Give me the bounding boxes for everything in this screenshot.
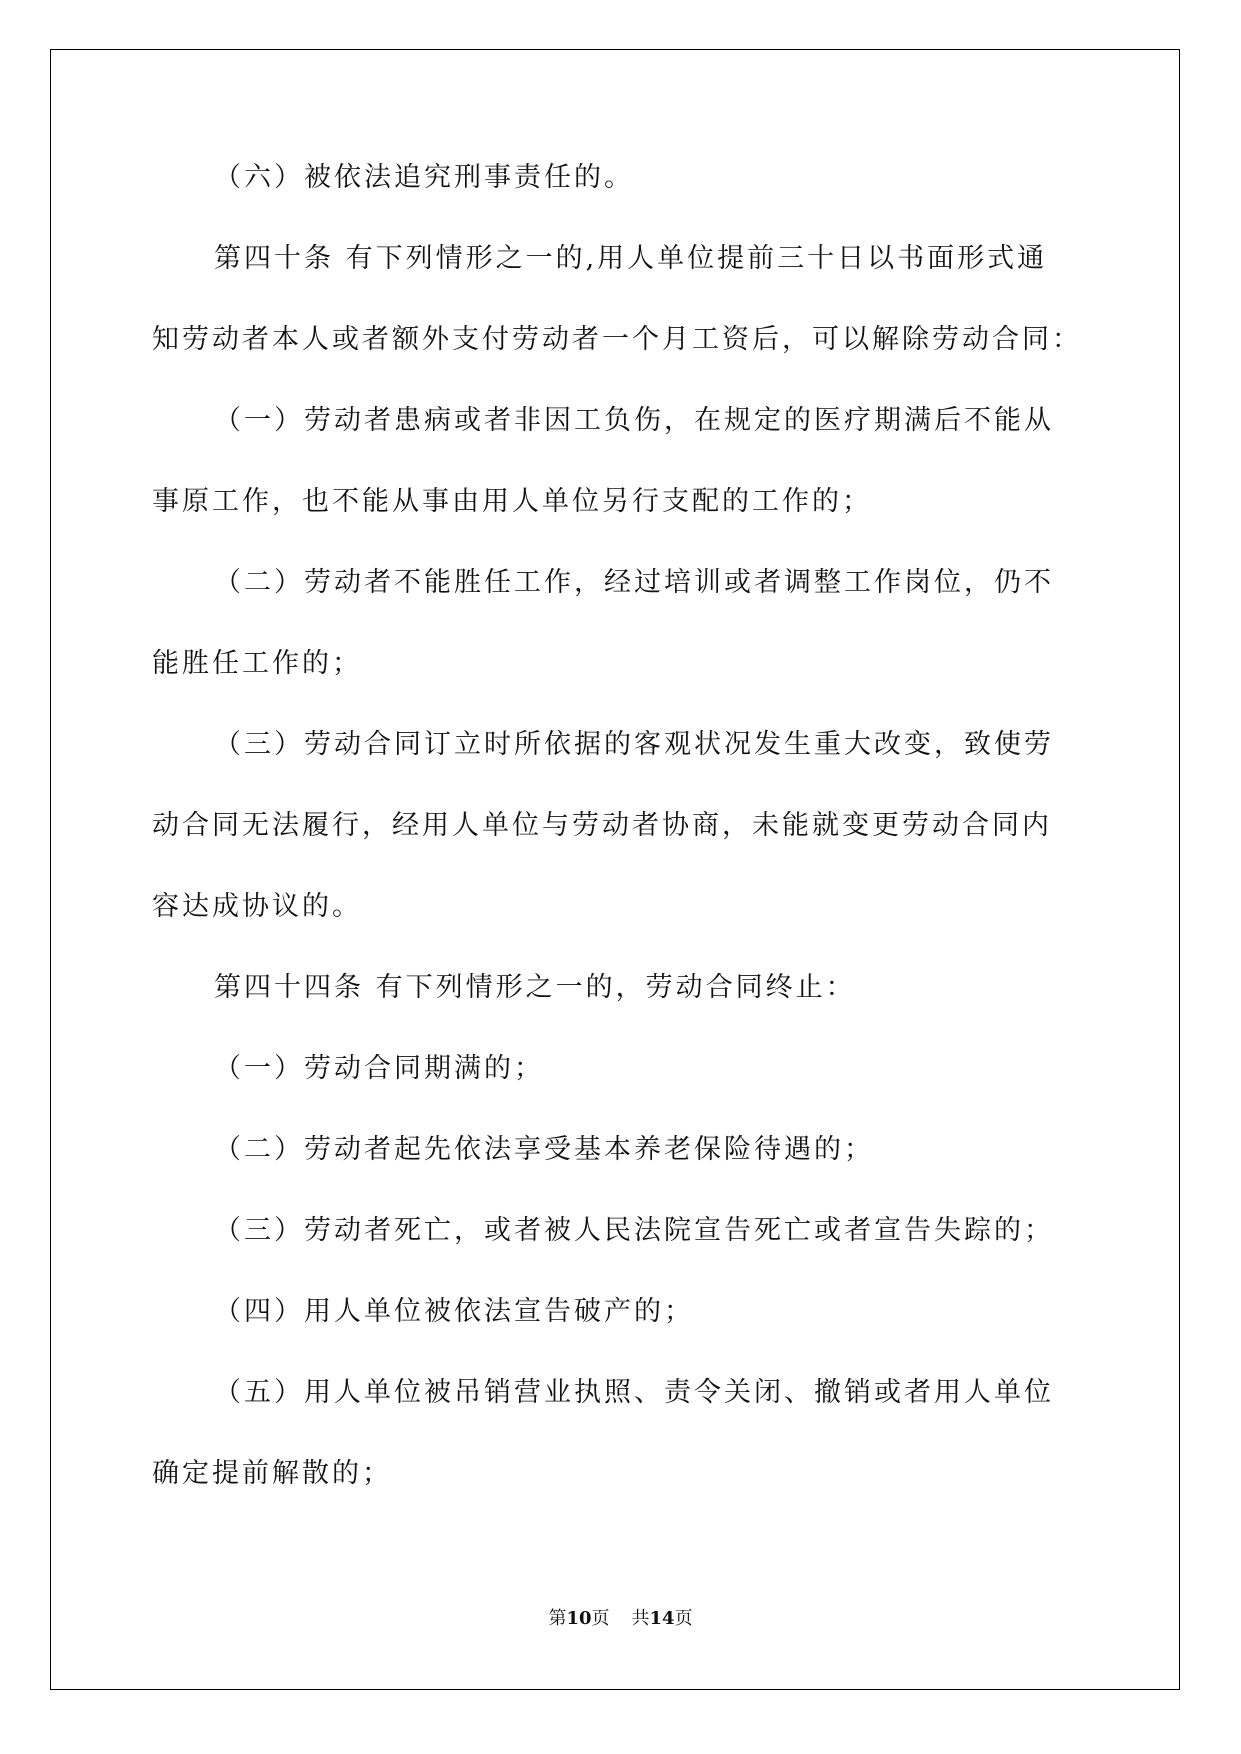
current-page-number: 10: [566, 1608, 592, 1629]
paragraph-line: （三）劳动合同订立时所依据的客观状况发生重大改变，致使劳: [214, 729, 1054, 760]
paragraph-line: （一）劳动者患病或者非因工负伤，在规定的医疗期满后不能从: [214, 405, 1054, 436]
paragraph-line: （二）劳动者起先依法享受基本养老保险待遇的；: [214, 1134, 874, 1165]
paragraph-line: （三）劳动者死亡，或者被人民法院宣告死亡或者宣告失踪的；: [214, 1215, 1054, 1246]
page-footer: [0, 1604, 1241, 1630]
paragraph-line: （四）用人单位被依法宣告破产的；: [214, 1296, 694, 1327]
paragraph-line: 确定提前解散的；: [152, 1458, 392, 1489]
paragraph-line: （一）劳动合同期满的；: [214, 1053, 544, 1084]
paragraph-line: 事原工作，也不能从事由用人单位另行支配的工作的；: [152, 486, 872, 517]
paragraph-line: （二）劳动者不能胜任工作，经过培训或者调整工作岗位，仍不: [214, 567, 1054, 598]
paragraph-line: 能胜任工作的；: [152, 648, 362, 679]
paragraph-line: 第四十条 有下列情形之一的,用人单位提前三十日以书面形式通: [214, 243, 1048, 274]
page-number-prefix: 第: [548, 1608, 567, 1629]
document-body: [152, 158, 1082, 1535]
total-pages-number: 14: [649, 1608, 675, 1629]
paragraph-line: 知劳动者本人或者额外支付劳动者一个月工资后，可以解除劳动合同：: [152, 324, 1082, 355]
paragraph-line: 动合同无法履行，经用人单位与劳动者协商，未能就变更劳动合同内: [152, 810, 1052, 841]
paragraph-line: 容达成协议的。: [152, 891, 362, 922]
page-unit: 页: [591, 1608, 610, 1629]
paragraph-line: （五）用人单位被吊销营业执照、责令关闭、撤销或者用人单位: [214, 1377, 1054, 1408]
paragraph-line: 第四十四条 有下列情形之一的，劳动合同终止：: [214, 972, 856, 1003]
total-pages-unit: 页: [674, 1608, 693, 1629]
paragraph-line: （六）被依法追究刑事责任的。: [214, 162, 634, 193]
total-pages-prefix: 共: [631, 1608, 650, 1629]
